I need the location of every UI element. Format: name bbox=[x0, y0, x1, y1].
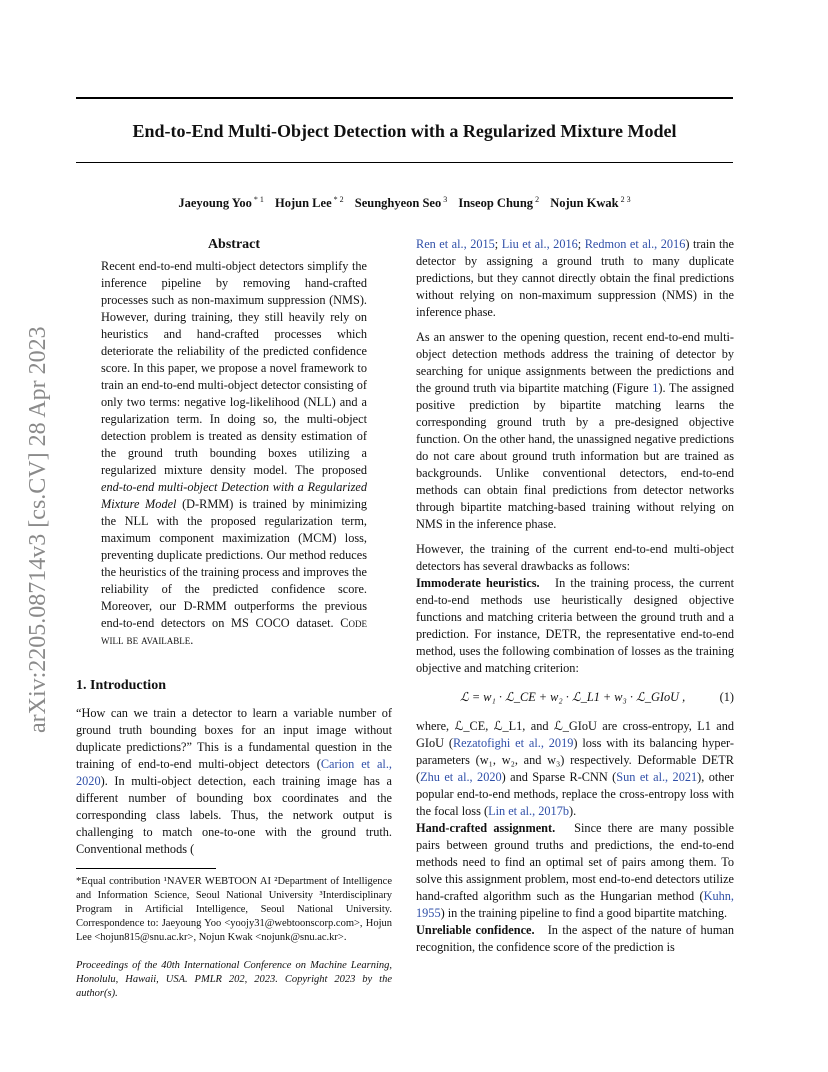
intro-paragraph-unreliable-confidence: Unreliable confidence. In the aspect of the nature of human recognition, the confidence score of the prediction is bbox=[416, 923, 735, 954]
equation-1 bbox=[416, 689, 734, 706]
author: Jaeyoung Yoo $^{* 1}$ bbox=[178, 195, 264, 211]
intro-paragraph-1-continued: Ren et al., 2015; Liu et al., 2016; Redmon et al., 2016) train the detector by assigning a ground truth to many duplicate predictions, but they cannot directly obtain the final predictions without relying on non-maximum suppression (NMS) in the inference phase. bbox=[416, 237, 735, 319]
intro-paragraph-hand-crafted-assignment: Hand-crafted assignment. Since there are many possible pairs between ground truths and predictions, the end-to-end methods need to find an optimal set of pairs among them. To solve this assignment problem, most end-to-end detectors utilize hand-crafted algorithm such as the Hungarian method (Kuhn, 1955) in the training pipeline to find a good bipartite matching. bbox=[416, 821, 734, 920]
figure-link[interactable]: 1 bbox=[652, 381, 659, 395]
author: Hojun Lee $^{* 2}$ bbox=[275, 195, 344, 211]
citation-link[interactable]: Liu et al., 2016 bbox=[501, 237, 578, 251]
code-availability-note: Code will be available. bbox=[101, 616, 367, 647]
section-heading-introduction: 1. Introduction bbox=[76, 678, 166, 693]
intro-paragraph-immoderate-heuristics: Immoderate heuristics. In the training process, the current end-to-end methods use heuristically designed objective functions and matching criteria between the ground truth and a prediction. For instance, DETR, the representative end-to-end method, uses the following combination of losses as the training objective and matching criterion: bbox=[416, 576, 734, 675]
abstract-body: Recent end-to-end multi-object detectors simplify the inference pipeline by removing hand-crafted processes such as non-maximum suppression (NMS). However, during training, they still heavily rely on heuristics and hand-crafted processes which deteriorate the reliability of the predicted confidence score. In this paper, we propose a novel framework to train an end-to-end multi-object detector consisting of only two terms: negative log-likelihood (NLL) and a regularization term. In doing so, the multi-object detection problem is treated as density estimation of the ground truth bounding boxes utilizing a regularized mixture density model. The proposed end-to-end multi-object Detection with a Regularized Mixture Model (D-RMM) is trained by minimizing the NLL with the proposed regularization term, maximum component maximization (MCM) loss, preventing duplicate predictions. Our method reduces the heuristics of the training process and improves the reliability of the predicted confidence score. Moreover, our D-RMM outperforms the previous end-to-end detectors on MS COCO dataset. Code will be available. bbox=[101, 259, 367, 647]
title-rule-bottom bbox=[76, 162, 733, 163]
equation-body: ℒ = w₁ · ℒ_CE + w₂ · ℒ_L1 + w₃ · ℒ_GIoU , bbox=[460, 690, 686, 704]
author: Seunghyeon Seo $^3$ bbox=[354, 195, 448, 211]
proceedings-note: Proceedings of the 40th International Conference on Machine Learning, Honolulu, Hawaii, USA. PMLR 202, 2023. Copyright 2023 by the author(s). bbox=[76, 960, 392, 999]
citation-link[interactable]: Kuhn, 1955 bbox=[416, 889, 734, 920]
citation-link[interactable]: Sun et al., 2021 bbox=[616, 770, 698, 784]
citation-link[interactable]: Zhu et al., 2020 bbox=[420, 770, 502, 784]
citation-link[interactable]: Redmon et al., 2016 bbox=[584, 237, 686, 251]
citation-link[interactable]: Rezatofighi et al., 2019 bbox=[452, 736, 574, 750]
intro-paragraph-loss-description: where, ℒ_CE, ℒ_L1, and ℒ_GIoU are cross-entropy, L1 and GIoU (Rezatofighi et al., 2019) loss with its balancing hyper-parameters (w₁, w₂, and w₃) respectively. Deformable DETR (Zhu et al., 2020) and Sparse R-CNN (Sun et al., 2021), other popular end-to-end methods, replace the cross-entropy loss with the focal loss (Lin et al., 2017b). bbox=[416, 719, 734, 818]
intro-paragraph-2: As an answer to the opening question, recent end-to-end multi-object detection methods address the training of detector by searching for unique assignments between the predictions and the ground truth via bipartite matching (Figure 1). The assigned positive prediction by bipartite matching learns the corresponding ground truth by a pre-designed objective function. On the other hand, the unassigned negative predictions do not care about ground truth information but are trained as backgrounds. Unlike conventional detectors, end-to-end methods can obtain final predictions from detector networks through bipartite matching-based training without relying on NMS in the inference phase. bbox=[416, 330, 735, 531]
run-in-heading: Immoderate heuristics. bbox=[416, 576, 540, 590]
equation-number: (1) bbox=[719, 690, 734, 704]
author: Nojun Kwak $^{2 3}$ bbox=[550, 195, 631, 211]
intro-paragraph-3: However, the training of the current end-to-end multi-object detectors has several drawbacks as follows: bbox=[416, 542, 734, 573]
left-column bbox=[76, 236, 392, 1001]
abstract-heading: Abstract bbox=[207, 237, 261, 252]
arxiv-stamp: arXiv:2205.08714v3 [cs.CV] 28 Apr 2023 bbox=[25, 326, 51, 734]
author: Inseop Chung $^2$ bbox=[458, 195, 540, 211]
right-column bbox=[416, 236, 734, 956]
citation-link[interactable]: Carion et al., 2020 bbox=[76, 757, 392, 788]
title-rule-top bbox=[76, 97, 733, 99]
paper-title: End-to-End Multi-Object Detection with a Regularized Mixture Model bbox=[132, 121, 677, 141]
run-in-heading: Unreliable confidence. bbox=[416, 923, 535, 937]
citation-link[interactable]: Ren et al., 2015 bbox=[416, 237, 495, 251]
citation-link[interactable]: Lin et al., 2017b bbox=[488, 804, 570, 818]
author-list bbox=[76, 192, 733, 211]
affiliation-footnotes: *Equal contribution ¹NAVER WEBTOON AI ²Department of Intelligence and Information Science, Seoul National University ³Interdisciplinary Program in Artificial Intelligence, Seoul National University. Correspondence to: Jaeyoung Yoo <yoojy31@webtoonscorp.com>, Hojun Lee <hojun815@snu.ac.kr>, Nojun Kwak <nojunk@snu.ac.kr>. bbox=[76, 876, 392, 943]
run-in-heading: Hand-crafted assignment. bbox=[416, 821, 556, 835]
intro-paragraph-1: “How can we train a detector to learn a variable number of ground truth bounding boxes for an input image without duplicate predictions?” This is a fundamental question in the training of end-to-end multi-object detectors (Carion et al., 2020). In multi-object detection, each training image has a different number of bounding box coordinates and the corresponding class labels. Thus, the network output is challenging to match one-to-one with the ground truth. Conventional methods ( bbox=[76, 706, 392, 856]
footnote-rule bbox=[76, 868, 216, 875]
